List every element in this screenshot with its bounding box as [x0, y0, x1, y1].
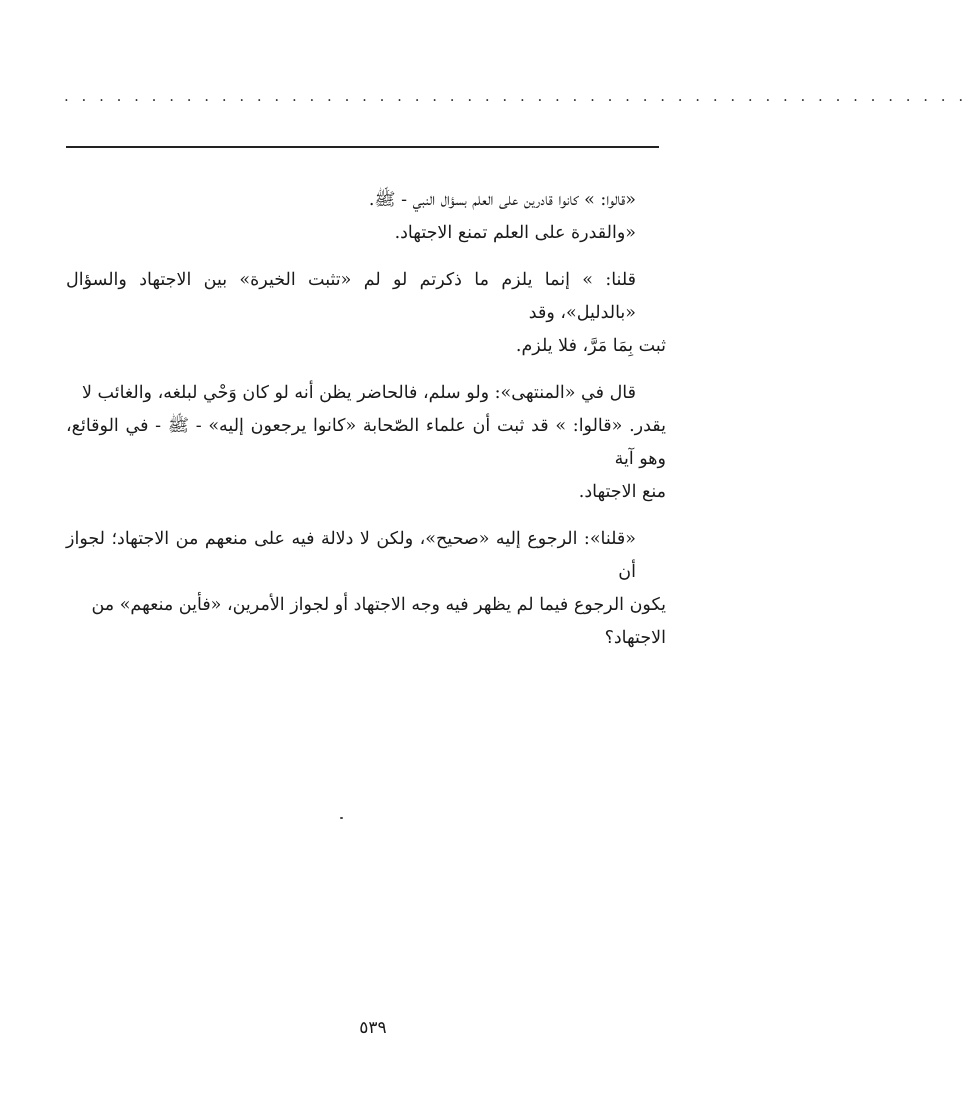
text-line: الاجتهاد؟ — [604, 628, 666, 648]
leader-dots: . . . . . . . . . . . . . . . . . . . . . . . . . . . . . . . . . . . . . . . . . . . . . . . . . . . . — [64, 87, 967, 105]
paragraph-1 — [66, 184, 666, 250]
page-body — [66, 184, 666, 669]
text-line: يكون الرجوع فيما لم يظهر فيه وجه الاجتهاد أو لجواز الأمرين، «فأين منعهم» من — [91, 595, 666, 615]
paragraph-2 — [66, 264, 666, 363]
paragraph-4 — [66, 523, 666, 655]
text-line: منع الاجتهاد. — [578, 482, 666, 502]
text-line: «والقدرة على العلم تمنع الاجتهاد. — [394, 223, 636, 243]
text-line: قال في «المنتهى»: ولو سلم، فالحاضر يظن أنه لو كان وَحْي لبلغه، والغائب لا — [81, 383, 636, 403]
text-line: يقدر. «قالوا: » قد ثبت أن علماء الصّحابة «كانوا يرجعون إليه» - ﷺ - في الوقائع، وهو آية — [66, 416, 666, 469]
text-line: ثبت بِمَا مَرَّ، فلا يلزم. — [515, 336, 666, 356]
speck-mark — [340, 817, 343, 819]
text-line: «قالوا: » كانوا قادرين على العلم بسؤال النبي - ﷺ. — [368, 190, 636, 210]
text-line: قلنا: » إنما يلزم ما ذكرتم لو لم «تثبت الخيرة» بين الاجتهاد والسؤال «بالدليل»، وقد — [66, 270, 636, 323]
footnote-separator-rule — [66, 146, 659, 148]
page-number: ٥٣٩ — [359, 1018, 387, 1038]
text-line: «قلنا»: الرجوع إليه «صحيح»، ولكن لا دلالة فيه على منعهم من الاجتهاد؛ لجواز أن — [66, 529, 636, 582]
paragraph-3 — [66, 377, 666, 509]
